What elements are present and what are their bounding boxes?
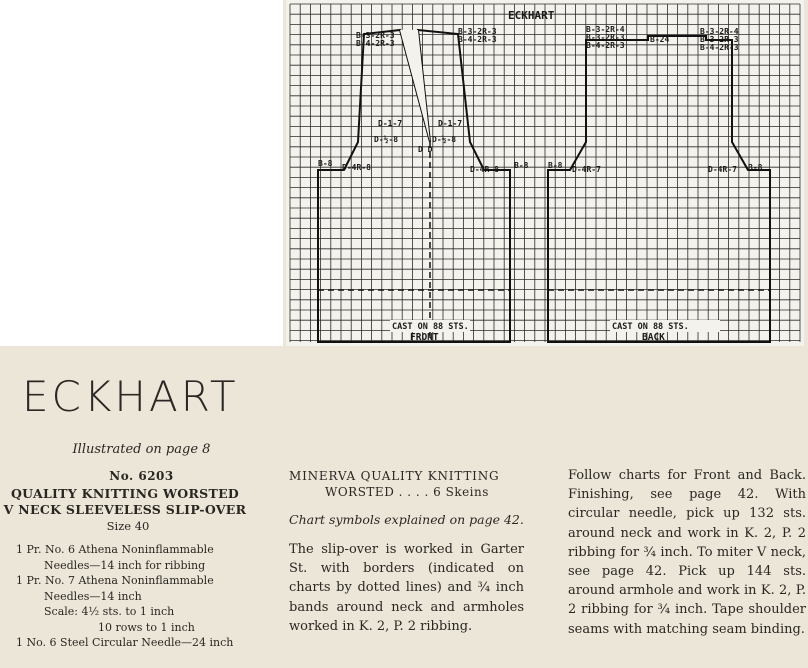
front-label: D-1-7 [378,119,403,128]
title-line: V NECK SLEEVELESS SLIP-OVER [3,502,247,517]
pattern-title [0,486,250,518]
finishing-column: Follow charts for Front and Back. Finishing, see page 42. With circular needle, pick up 132 sts. around neck and work in K. 2, P. 2 ribbing for ¾ inch. To miter V neck, see page 42. Pick up 144 sts. around armhole and work in K. 2, P. 2 ribbing for ¾ inch. Tape shoulder seams with matching seam binding. [568,468,806,637]
front-label: D-4R-8 [470,165,499,174]
front-label: B-8 [318,159,333,168]
yarn-line: MINERVA QUALITY KNITTING [289,469,500,483]
back-caption: BACK [642,332,665,343]
chart-symbols-note: Chart symbols explained on page 42. [289,512,524,527]
yarn-body: The slip-over is worked in Garter St. with borders (indicated on charts by dotted lines) and ¾ inch bands around neck and armholes worked in K. 2, P. 2 ribbing. [289,542,524,634]
back-label: B-4-2R-3 [700,43,739,52]
back-label: B-3-2R-3 [586,33,625,42]
back-label: B-8 [748,163,763,172]
back-label: B-3-2R-3 [700,35,739,44]
yarn-column [289,468,524,636]
chart-grid [286,0,804,346]
title-line: QUALITY KNITTING WORSTED [10,486,240,501]
materials-line: 1 Pr. No. 7 Athena Noninflammable [16,574,214,587]
blank-area [0,0,283,346]
illustrated-note: Illustrated on page 8 [72,442,211,457]
materials-line: Needles—14 inch [44,589,142,603]
back-label: B-3-2R-4 [700,27,739,36]
cast-on-back: CAST ON 88 STS. [612,322,689,332]
back-label: B-8 [548,161,563,170]
materials-list [16,542,276,651]
materials-line: 1 Pr. No. 6 Athena Noninflammable [16,543,214,556]
yarn-line: WORSTED . . . . 6 Skeins [325,485,489,499]
back-label: B-4-2R-3 [586,41,625,50]
chart-title: ECKHART [508,9,555,22]
front-label: B-4-2R-3 [458,35,497,44]
front-label: D-1-7 [438,119,463,128]
materials-line: Scale: 4½ sts. to 1 inch [44,605,175,618]
materials-line: Needles—14 inch for ribbing [44,558,206,572]
back-label: D-4R-7 [572,165,601,174]
brand-title: ECKHART [22,372,239,421]
size-label: Size 40 [106,519,150,533]
back-label: D-4R-7 [708,165,737,174]
front-label: D-½-8 [432,135,457,144]
front-label: D-4R-8 [342,163,371,172]
front-caption: FRONT [410,332,439,343]
front-label: B-4-2R-3 [356,39,395,48]
materials-line: 1 No. 6 Steel Circular Needle—24 inch [16,636,234,649]
materials-line: 10 rows to 1 inch [98,620,195,634]
knitting-chart [286,0,804,346]
pattern-number: No. 6203 [109,469,174,483]
back-label: B-24 [650,35,670,44]
front-label: B-3-2R-3 [356,31,395,40]
front-label: D D [418,145,433,154]
back-label: B-3-2R-4 [586,25,625,34]
cast-on-front: CAST ON 88 STS. [392,322,469,332]
front-label: B-8 [514,161,529,170]
front-label: B-3-2R-3 [458,27,497,36]
front-label: D-½-8 [374,135,399,144]
